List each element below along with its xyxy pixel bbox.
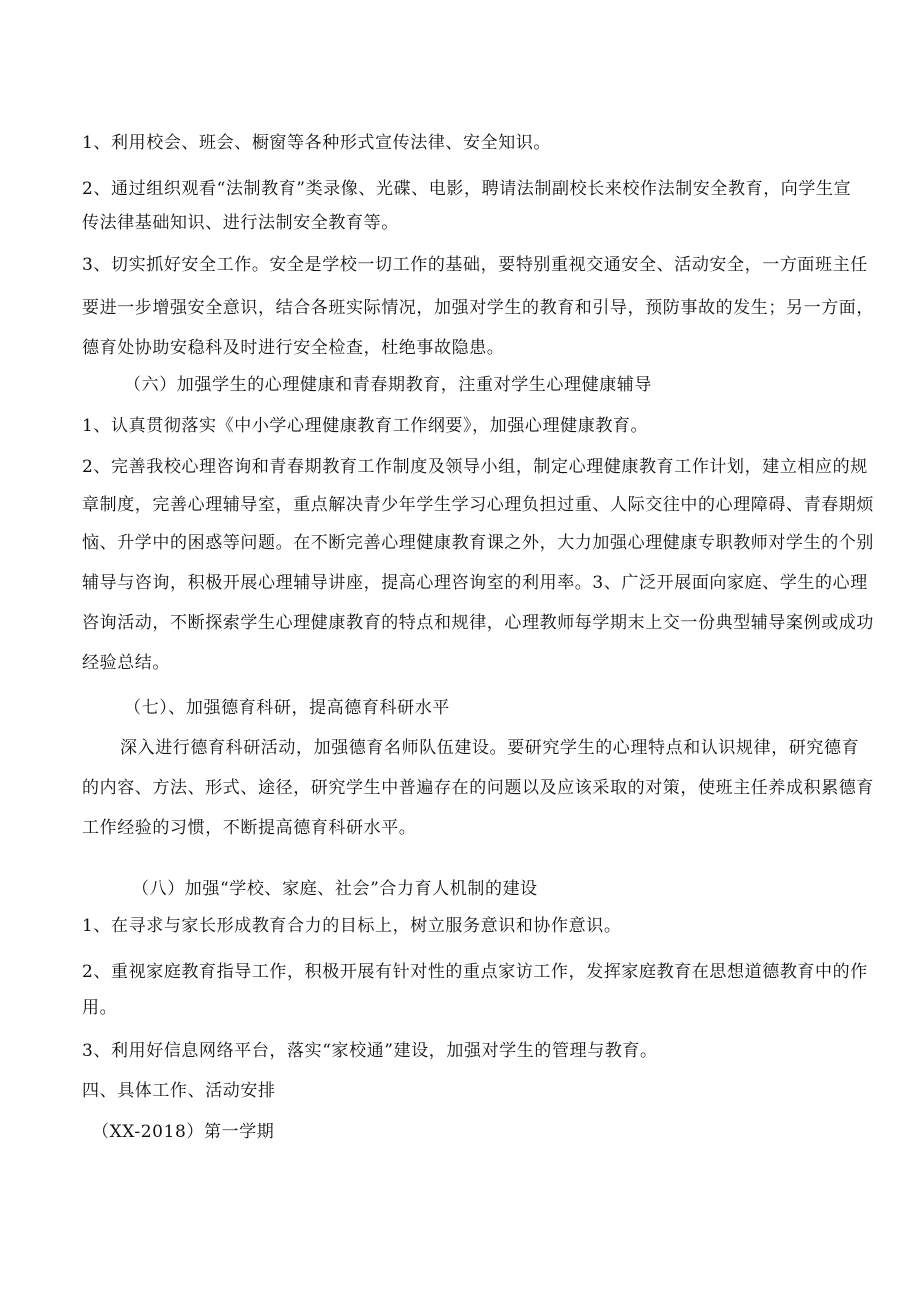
paragraph-line: 恼、升学中的困惑等问题。在不断完善心理健康教育课之外，大力加强心理健康专职教师对学生的个别: [82, 533, 874, 553]
paragraph-line: 章制度，完善心理辅导室，重点解决青少年学生学习心理负担过重、人际交往中的心理障碍、青春期烦: [82, 495, 874, 515]
paragraph-line: 传法律基础知识、进行法制安全教育等。: [82, 213, 399, 233]
paragraph-line: 辅导与咨询，积极开展心理辅导讲座，提高心理咨询室的利用率。3、广泛开展面向家庭、学生的心理: [82, 573, 868, 593]
paragraph-line: 1、利用校会、班会、橱窗等各种形式宣传法律、安全知识。: [82, 133, 552, 153]
paragraph-line: 经验总结。: [82, 653, 170, 673]
paragraph-line: 2、通过组织观看“法制教育”类录像、光碟、电影，聘请法制副校长来校作法制安全教育，向学生宣: [82, 179, 852, 199]
paragraph-line: 工作经验的习惯，不断提高德育科研水平。: [82, 818, 417, 838]
paragraph-line: 3、切实抓好安全工作。安全是学校一切工作的基础，要特别重视交通安全、活动安全，一方面班主任: [82, 255, 868, 275]
paragraph-line: 深入进行德育科研活动，加强德育名师队伍建设。要研究学生的心理特点和认识规律，研究德育: [120, 738, 860, 758]
paragraph-line: 2、完善我校心理咨询和青春期教育工作制度及领导小组，制定心理健康教育工作计划，建立相应的规: [82, 457, 868, 477]
section-heading: （七）、加强德育科研，提高德育科研水平: [124, 698, 450, 718]
paragraph-line: 2、重视家庭教育指导工作，积极开展有针对性的重点家访工作，发挥家庭教育在思想道德教育中的作: [82, 962, 868, 982]
paragraph-line: 用。: [82, 998, 118, 1018]
section-heading: （六）加强学生的心理健康和青春期教育，注重对学生心理健康辅导: [124, 375, 652, 395]
paragraph-line: 1、认真贯彻落实《中小学心理健康教育工作纲要》，加强心理健康教育。: [82, 416, 649, 436]
paragraph-line: 德育处协助安稳科及时进行安全检查，杜绝事故隐患。: [82, 338, 505, 358]
paragraph-line: 要进一步增强安全意识，结合各班实际情况，加强对学生的教育和引导，预防事故的发生；另一方面，: [82, 298, 874, 318]
section-heading: （八）加强“学校、家庭、社会”合力育人机制的建设: [132, 879, 538, 899]
paragraph-line: 咨询活动，不断探索学生心理健康教育的特点和规律，心理教师每学期末上交一份典型辅导案例或成功: [82, 613, 874, 633]
paragraph-line: 的内容、方法、形式、途径，研究学生中普遍存在的问题以及应该采取的对策，使班主任养成积累德育: [82, 778, 874, 798]
section-heading: 四、具体工作、活动安排: [82, 1081, 276, 1101]
subsection-heading: （XX-2018）第一学期: [92, 1122, 275, 1142]
paragraph-line: 3、利用好信息网络平台，落实“家校通”建设，加强对学生的管理与教育。: [82, 1041, 658, 1061]
paragraph-line: 1、在寻求与家长形成教育合力的目标上，树立服务意识和协作意识。: [82, 916, 622, 936]
